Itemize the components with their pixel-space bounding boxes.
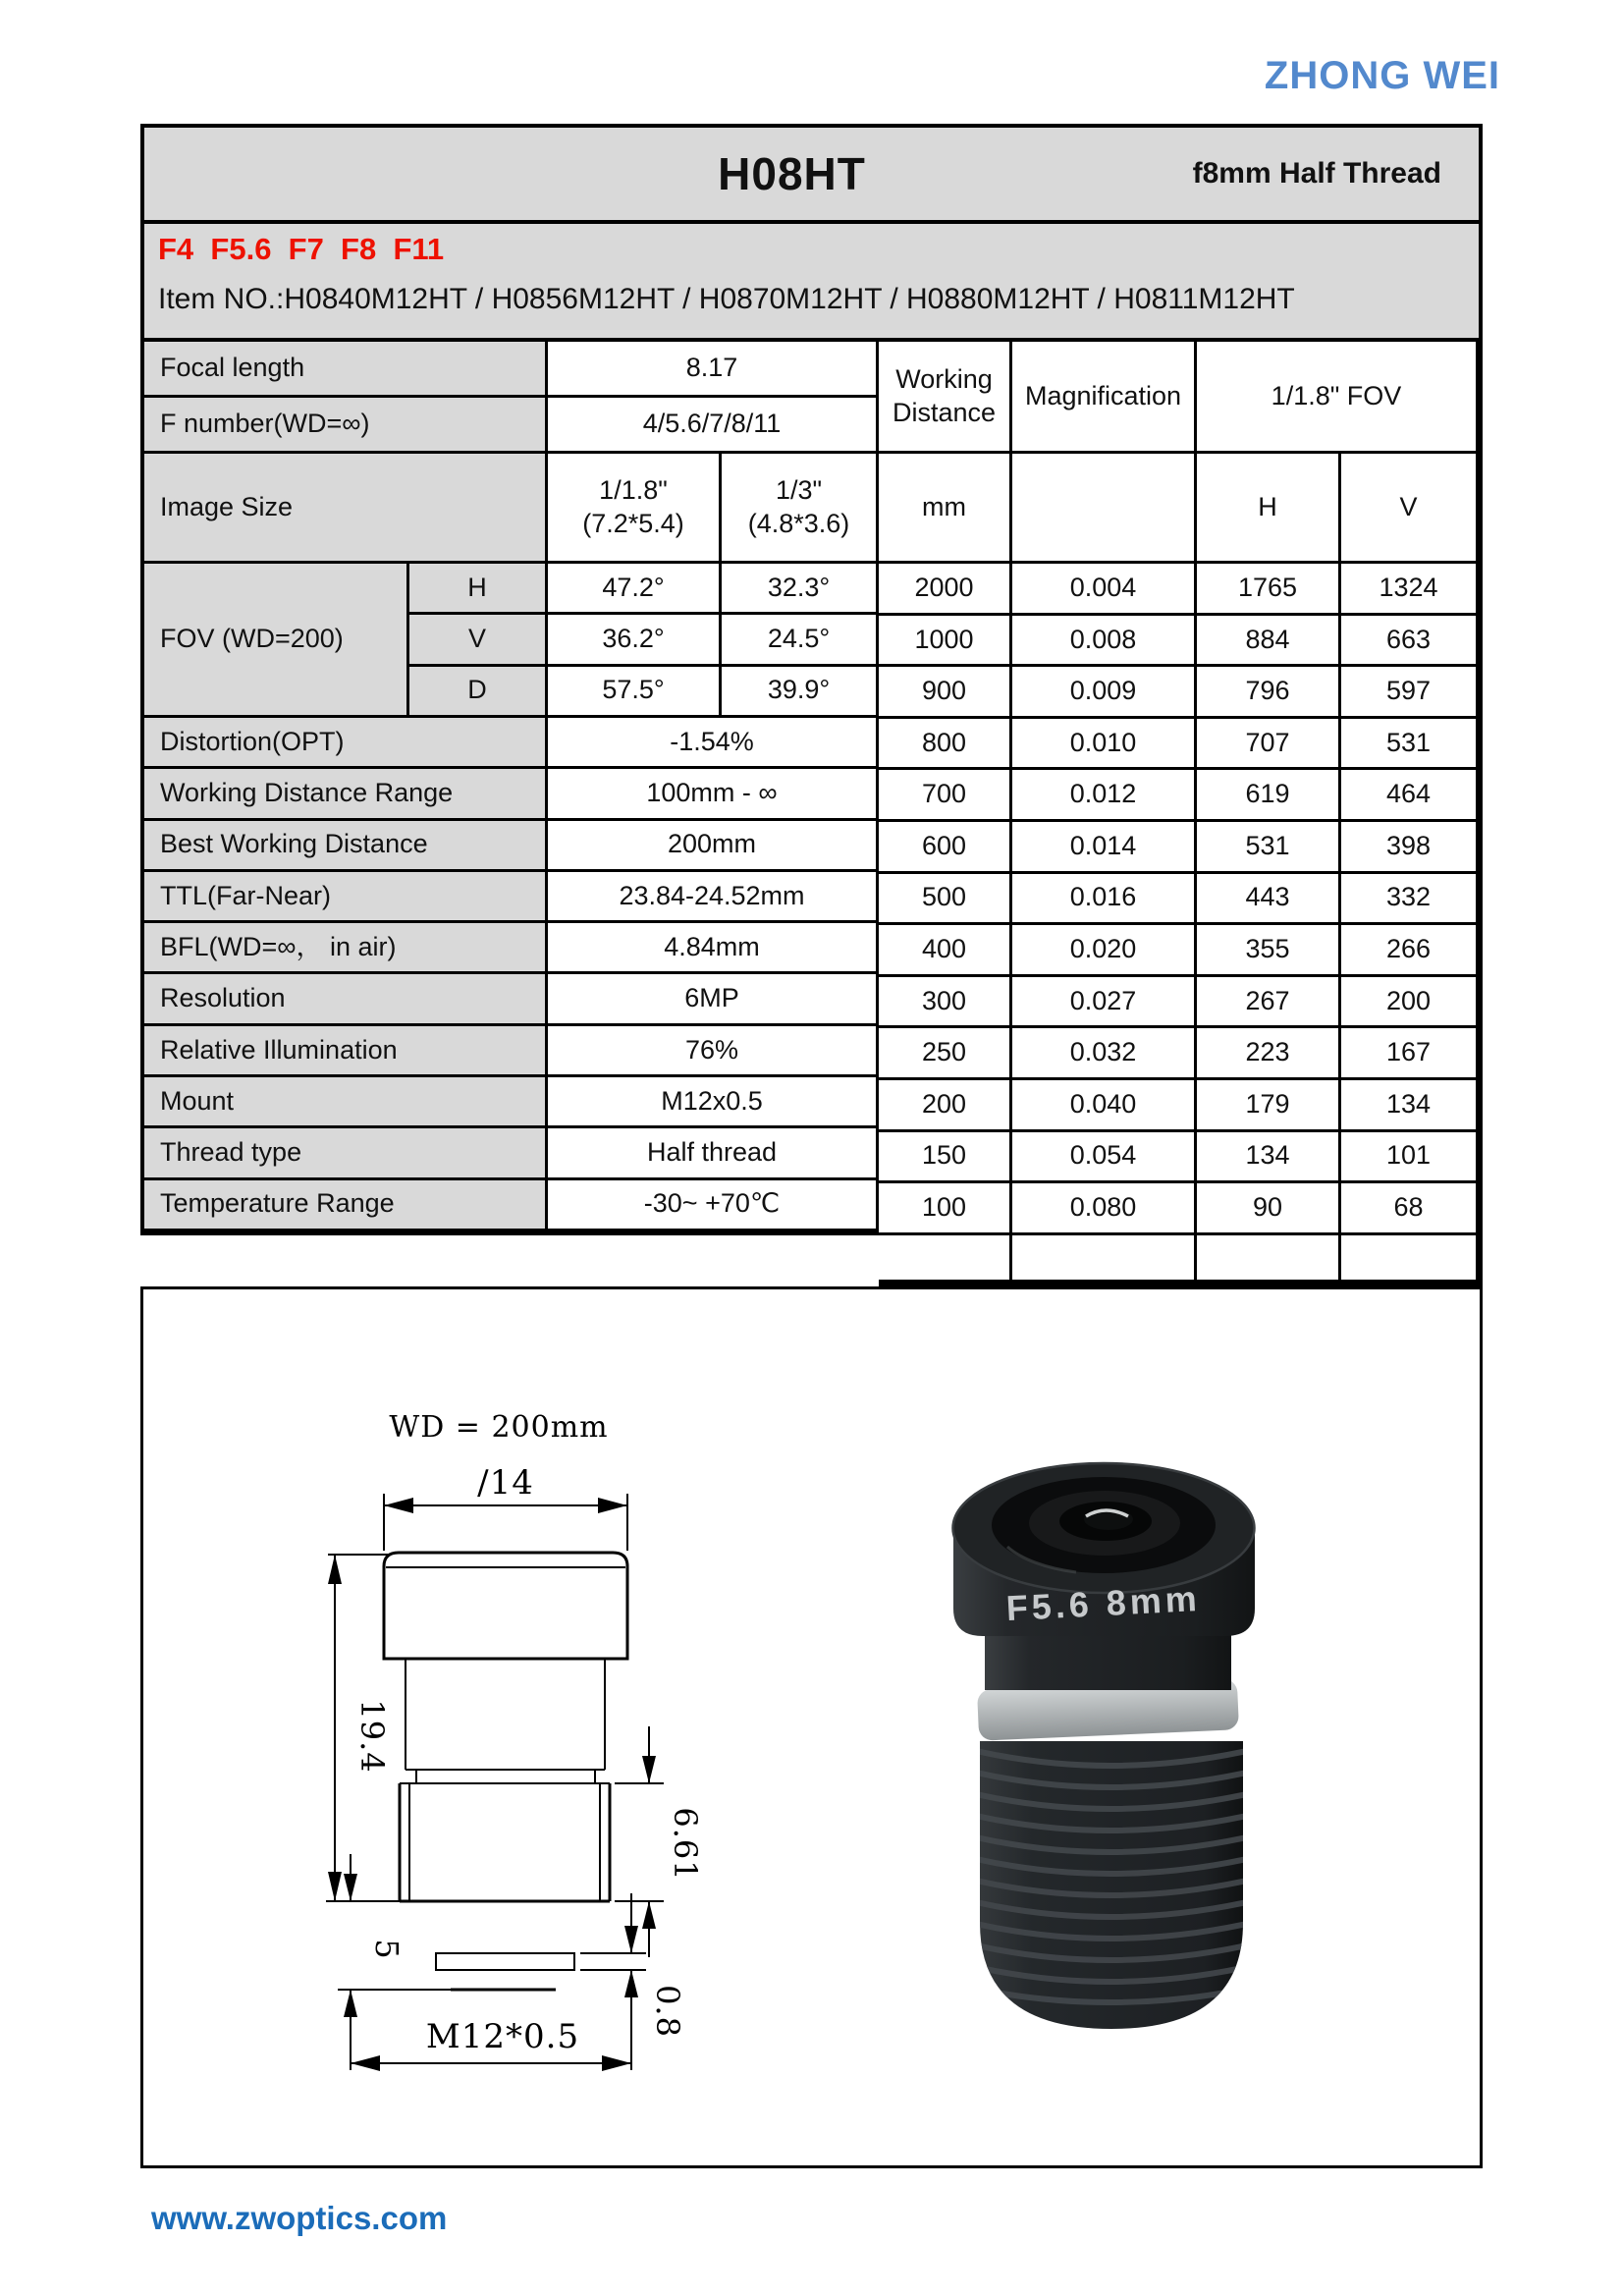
- model-header: [140, 124, 1483, 224]
- fov-h-value: 531: [1197, 822, 1341, 874]
- wd-value: 600: [879, 822, 1012, 874]
- col-header-magnification: Magnification: [1012, 342, 1197, 454]
- empty-cell: [1341, 1235, 1479, 1283]
- image-size-1-line2: (7.2*5.4): [582, 508, 684, 538]
- fov-h-value: 796: [1197, 667, 1341, 719]
- fov-h-value: 267: [1197, 977, 1341, 1029]
- wd-value: 900: [879, 667, 1012, 719]
- fov-v-value: 266: [1341, 925, 1479, 977]
- mag-value: 0.004: [1012, 564, 1197, 616]
- fov-value: 32.3°: [722, 564, 879, 615]
- wd-value: 100: [879, 1183, 1012, 1235]
- fov-axis: V: [409, 615, 548, 666]
- fov-h-value: 443: [1197, 874, 1341, 926]
- lens-engraving: F5.6 8mm: [1004, 1577, 1202, 1629]
- fov-value: 36.2°: [548, 615, 722, 666]
- spec-label: Relative Illumination: [144, 1026, 548, 1077]
- plate-height-label: 0.8: [649, 1985, 686, 2038]
- fov-v-value: 68: [1341, 1183, 1479, 1235]
- wd-value: 250: [879, 1028, 1012, 1080]
- wd-note-label: WD = 200mm: [389, 1410, 609, 1445]
- spec-value: 8.17: [548, 342, 879, 398]
- wd-value: 2000: [879, 564, 1012, 616]
- fov-value: 57.5°: [548, 667, 722, 718]
- fov-v-value: 101: [1341, 1132, 1479, 1184]
- spec-value: 200mm: [548, 821, 879, 872]
- image-size-1: [548, 454, 722, 564]
- wd-value: 150: [879, 1132, 1012, 1184]
- spec-value: 76%: [548, 1026, 879, 1077]
- cad-outline: [326, 1494, 664, 2070]
- spec-label: Distortion(OPT): [144, 718, 548, 769]
- mag-value: 0.012: [1012, 770, 1197, 822]
- fov-axis: H: [409, 564, 548, 615]
- fov-value: 39.9°: [722, 667, 879, 718]
- spec-value: -1.54%: [548, 718, 879, 769]
- spec-label: Temperature Range: [144, 1180, 548, 1231]
- wd-value: 400: [879, 925, 1012, 977]
- empty-cell: [1197, 1235, 1341, 1283]
- fov-h-value: 707: [1197, 719, 1341, 771]
- fov-label: FOV (WD=200): [144, 564, 409, 718]
- mag-value: 0.010: [1012, 719, 1197, 771]
- spec-label: BFL(WD=∞， in air): [144, 923, 548, 974]
- spec-label: Mount: [144, 1077, 548, 1128]
- unit-mm: mm: [879, 454, 1012, 564]
- spec-table: [140, 342, 879, 1235]
- wd-value: 500: [879, 874, 1012, 926]
- diameter-label: ∕14: [477, 1463, 534, 1503]
- wd-value: 1000: [879, 616, 1012, 668]
- mag-value: 0.016: [1012, 874, 1197, 926]
- fov-h-value: 355: [1197, 925, 1341, 977]
- fov-v-value: 1324: [1341, 564, 1479, 616]
- drawing-box: [140, 1286, 1483, 2168]
- fov-h-value: 1765: [1197, 564, 1341, 616]
- mag-value: 0.014: [1012, 822, 1197, 874]
- wd-value: 300: [879, 977, 1012, 1029]
- image-size-2: [722, 454, 879, 564]
- spec-label: Resolution: [144, 974, 548, 1025]
- total-height-label: 19.4: [353, 1699, 391, 1774]
- fov-v-value: 531: [1341, 719, 1479, 771]
- spec-value: -30~ +70℃: [548, 1180, 879, 1231]
- spec-value: M12x0.5: [548, 1077, 879, 1128]
- mag-value: 0.020: [1012, 925, 1197, 977]
- spec-label: Working Distance Range: [144, 769, 548, 820]
- empty-cell: [1012, 1235, 1197, 1283]
- unit-h: H: [1197, 454, 1341, 564]
- footer-website-link[interactable]: www.zwoptics.com: [151, 2200, 448, 2236]
- fov-v-value: 134: [1341, 1080, 1479, 1132]
- fov-v-value: 332: [1341, 874, 1479, 926]
- fov-h-value: 134: [1197, 1132, 1341, 1184]
- wd-value: 800: [879, 719, 1012, 771]
- spec-label: Image Size: [144, 454, 548, 564]
- intro-strip: [140, 224, 1483, 342]
- spec-value: 4.84mm: [548, 923, 879, 974]
- empty-cell: [879, 1235, 1012, 1283]
- image-size-2-line2: (4.8*3.6): [747, 508, 850, 538]
- spec-label: Focal length: [144, 342, 548, 398]
- spec-label: Best Working Distance: [144, 821, 548, 872]
- mag-value: 0.032: [1012, 1028, 1197, 1080]
- unit-v: V: [1341, 454, 1479, 564]
- mag-value: 0.008: [1012, 616, 1197, 668]
- fov-h-value: 619: [1197, 770, 1341, 822]
- fov-v-value: 597: [1341, 667, 1479, 719]
- tip-height-label: 5: [368, 1939, 406, 1960]
- model-title: H08HT: [718, 148, 866, 199]
- distance-table: [879, 342, 1483, 1286]
- fov-v-value: 398: [1341, 822, 1479, 874]
- spec-value: 100mm - ∞: [548, 769, 879, 820]
- spec-label: F number(WD=∞): [144, 398, 548, 454]
- fov-h-value: 223: [1197, 1028, 1341, 1080]
- wd-value: 700: [879, 770, 1012, 822]
- mag-value: 0.009: [1012, 667, 1197, 719]
- fov-value: 47.2°: [548, 564, 722, 615]
- wd-value: 200: [879, 1080, 1012, 1132]
- spec-value: 4/5.6/7/8/11: [548, 398, 879, 454]
- spec-value: 23.84-24.52mm: [548, 872, 879, 923]
- fov-v-value: 200: [1341, 977, 1479, 1029]
- mag-value: 0.027: [1012, 977, 1197, 1029]
- mag-value: 0.054: [1012, 1132, 1197, 1184]
- fov-value: 24.5°: [722, 615, 879, 666]
- item-number-line: Item NO.:H0840M12HT / H0856M12HT / H0870M12HT / H0880M12HT / H0811M12HT: [158, 283, 1295, 315]
- fov-axis: D: [409, 667, 548, 718]
- brand-logo: ZHONG WEI: [1264, 54, 1500, 97]
- spec-label: Thread type: [144, 1128, 548, 1179]
- fov-v-value: 663: [1341, 616, 1479, 668]
- fov-h-value: 884: [1197, 616, 1341, 668]
- fov-v-value: 167: [1341, 1028, 1479, 1080]
- spec-label: TTL(Far-Near): [144, 872, 548, 923]
- spec-value: Half thread: [548, 1128, 879, 1179]
- unit-blank: [1012, 454, 1197, 564]
- mag-value: 0.040: [1012, 1080, 1197, 1132]
- fov-h-value: 90: [1197, 1183, 1341, 1235]
- mag-value: 0.080: [1012, 1183, 1197, 1235]
- thread-spec-label: M12*0.5: [425, 2017, 580, 2056]
- aperture-options: F4 F5.6 F7 F8 F11: [158, 232, 445, 266]
- image-size-1-line1: 1/1.8": [599, 474, 668, 505]
- mid-height-label: 6.61: [667, 1807, 704, 1882]
- image-size-2-line1: 1/3": [775, 474, 823, 505]
- col-header-working-distance: Working Distance: [879, 342, 1012, 454]
- fov-h-value: 179: [1197, 1080, 1341, 1132]
- fov-v-value: 464: [1341, 770, 1479, 822]
- model-subtitle: f8mm Half Thread: [1192, 157, 1441, 190]
- col-header-fov: 1/1.8" FOV: [1197, 342, 1479, 454]
- spec-value: 6MP: [548, 974, 879, 1025]
- lens-photo: [953, 1463, 1256, 2029]
- lens-diagram: [143, 1289, 1480, 2165]
